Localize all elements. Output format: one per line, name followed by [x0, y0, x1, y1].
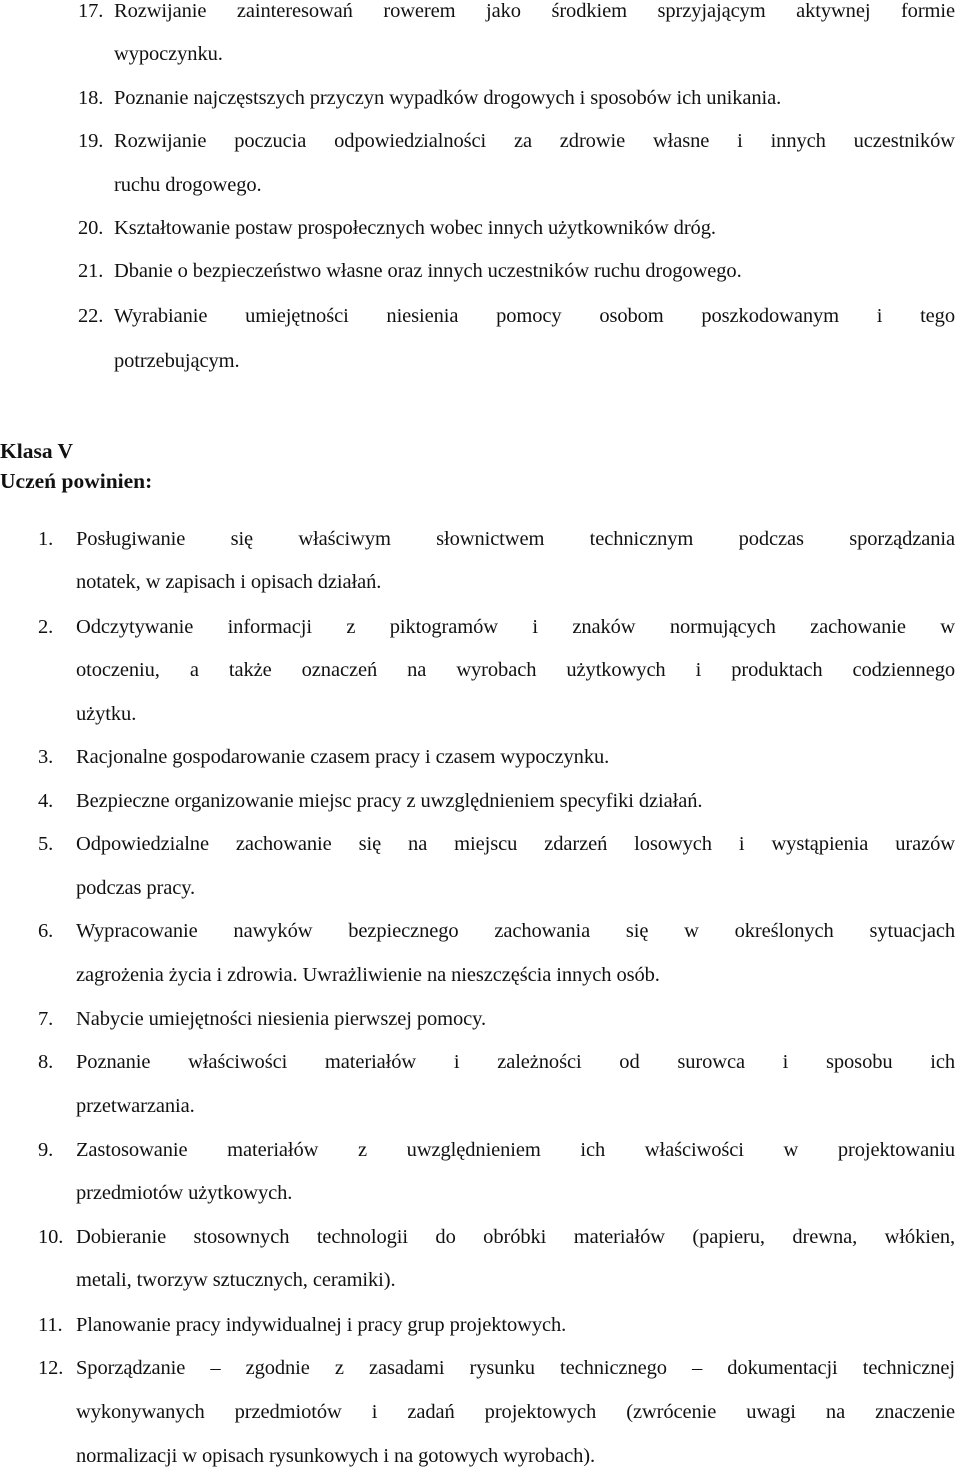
item-text-line: notatek, w zapisach i opisach działań. [76, 571, 382, 593]
item-text-line: Odpowiedzialne zachowanie się na miejscu zdarzeń losowych i wystąpienia urazów [76, 833, 955, 855]
item-text-line: wypoczynku. [114, 43, 223, 65]
item-number: 6. [38, 920, 54, 942]
item-number: 2. [38, 616, 54, 638]
item-text-line: użytku. [76, 703, 137, 725]
item-number: 11. [38, 1314, 63, 1336]
item-number: 19. [78, 130, 104, 152]
item-number: 4. [38, 790, 54, 812]
item-text-line: Dbanie o bezpieczeństwo własne oraz innych uczestników ruchu drogowego. [114, 260, 742, 282]
item-text-line: Planowanie pracy indywidualnej i pracy grup projektowych. [76, 1314, 567, 1336]
item-text-line: Sporządzanie – zgodnie z zasadami rysunku technicznego – dokumentacji technicznej [76, 1357, 955, 1379]
item-text-line: Odczytywanie informacji z piktogramów i znaków normujących zachowanie w [76, 616, 955, 638]
item-text-line: Wyrabianie umiejętności niesienia pomocy osobom poszkodowanym i tego [114, 305, 955, 327]
item-number: 22. [78, 305, 104, 327]
item-text-line: Wypracowanie nawyków bezpiecznego zachowania się w określonych sytuacjach [76, 920, 955, 942]
item-text-line: Kształtowanie postaw prospołecznych wobec innych użytkowników dróg. [114, 217, 716, 239]
item-number: 18. [78, 87, 104, 109]
item-number: 7. [38, 1008, 54, 1030]
section-subheading: Uczeń powinien: [0, 469, 153, 493]
item-text-line: ruchu drogowego. [114, 174, 262, 196]
item-number: 5. [38, 833, 54, 855]
item-number: 21. [78, 260, 104, 282]
item-text-line: Rozwijanie zainteresowań rowerem jako środkiem sprzyjającym aktywnej formie [114, 0, 955, 22]
class-heading: Klasa V [0, 439, 74, 463]
item-text-line: Poznanie najczęstszych przyczyn wypadków drogowych i sposobów ich unikania. [114, 87, 782, 109]
item-text-line: potrzebującym. [114, 350, 240, 372]
item-text-line: przedmiotów użytkowych. [76, 1182, 293, 1204]
item-number: 8. [38, 1051, 54, 1073]
item-text-line: Zastosowanie materiałów z uwzględnieniem ich właściwości w projektowaniu [76, 1139, 955, 1161]
item-text-line: metali, tworzyw sztucznych, ceramiki). [76, 1269, 396, 1291]
item-text-line: Nabycie umiejętności niesienia pierwszej pomocy. [76, 1008, 486, 1030]
item-text-line: Bezpieczne organizowanie miejsc pracy z uwzględnieniem specyfiki działań. [76, 790, 703, 812]
item-number: 10. [38, 1226, 64, 1248]
item-number: 9. [38, 1139, 54, 1161]
item-text-line: Dobieranie stosownych technologii do obróbki materiałów (papieru, drewna, włókien, [76, 1226, 955, 1248]
item-text-line: podczas pracy. [76, 877, 196, 899]
item-text-line: Rozwijanie poczucia odpowiedzialności za zdrowie własne i innych uczestników [114, 130, 955, 152]
item-text-line: Poznanie właściwości materiałów i zależności od surowca i sposobu ich [76, 1051, 955, 1073]
item-text-line: zagrożenia życia i zdrowia. Uwrażliwienie na nieszczęścia innych osób. [76, 964, 660, 986]
item-text-line: Posługiwanie się właściwym słownictwem technicznym podczas sporządzania [76, 528, 955, 550]
item-number: 3. [38, 746, 54, 768]
item-text-line: Racjonalne gospodarowanie czasem pracy i czasem wypoczynku. [76, 746, 610, 768]
item-number: 20. [78, 217, 104, 239]
item-number: 17. [78, 0, 104, 22]
item-text-line: normalizacji w opisach rysunkowych i na gotowych wyrobach). [76, 1445, 595, 1467]
item-number: 1. [38, 528, 54, 550]
item-text-line: otoczeniu, a także oznaczeń na wyrobach użytkowych i produktach codziennego [76, 659, 955, 681]
item-text-line: przetwarzania. [76, 1095, 195, 1117]
item-text-line: wykonywanych przedmiotów i zadań projektowych (zwrócenie uwagi na znaczenie [76, 1401, 955, 1423]
item-number: 12. [38, 1357, 64, 1379]
